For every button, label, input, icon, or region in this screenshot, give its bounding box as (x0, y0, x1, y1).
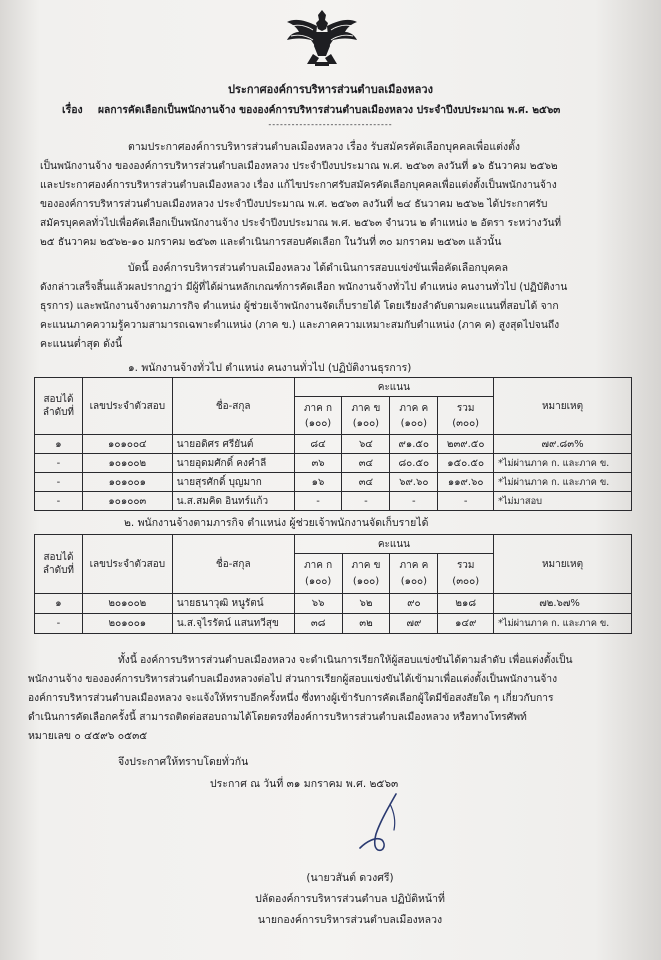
paragraph-line: ดังกล่าวเสร็จสิ้นแล้วผลปรากฏว่า มีผู้ที่ได้ผ่านหลักเกณฑ์การคัดเลือก พนักงานจ้างทั่วไป ตำแหน่ง คนงานทั่วไป (ปฏิบัติงาน (40, 282, 568, 293)
name-cell: นายอดิศร ศรียันต์ (172, 435, 294, 454)
remark-cell: ๗๒.๖๗% (494, 594, 632, 614)
exam-id-cell: ๑๐๑๐๐๒ (82, 454, 172, 473)
score-col-header: ภาค ข (351, 559, 381, 571)
score-table-mission (34, 534, 632, 634)
signer-position: นายกองค์การบริหารส่วนตำบลเมืองหลวง (257, 914, 443, 926)
table-row (35, 435, 632, 454)
exam-id-cell: ๑๐๑๐๐๑ (82, 473, 172, 492)
signature-mark (330, 790, 410, 860)
name-cell: นายธนาวุฒิ หนูรัตน์ (172, 594, 294, 614)
rank-cell: ๑ (35, 594, 83, 614)
remark-header: หมายเหตุ (494, 378, 632, 435)
paragraph-line: ดำเนินการคัดเลือกครั้งนี้ สามารถติดต่อสอบถามได้โดยตรงที่องค์การบริหารส่วนตำบลเมืองหลวง หรือทางโทรศัพท์ (28, 711, 527, 723)
name-cell: น.ส.จุไรรัตน์ แสนทวีสุข (172, 614, 294, 634)
name-cell: นายสุรศักดิ์ บุญมาก (172, 473, 294, 492)
remark-cell: *ไม่ผ่านภาค ก. และภาค ข. (494, 614, 632, 634)
table-row (35, 492, 632, 511)
name-cell: น.ส.สมคิด อินทร์แก้ว (172, 492, 294, 511)
table-header-row (35, 535, 632, 554)
table-header-row (35, 378, 632, 397)
rank-cell: - (35, 454, 83, 473)
score-col-header: ภาค ค (399, 402, 429, 414)
score-col-header: รวม (456, 559, 475, 571)
rank-cell: - (35, 473, 83, 492)
paragraph-line: คะแนนภาคความรู้ความสามารถเฉพาะตำแหน่ง (ภาค ข.) และภาคความเหมาะสมกับตำแหน่ง (ภาค ค) สูงสุดไปจนถึง (40, 319, 560, 331)
score-table-general (34, 377, 632, 511)
score-col-max: (๑๐๐) (304, 417, 332, 429)
score-a-cell: ๘๔ (294, 435, 342, 454)
paragraph-line: ขององค์การบริหารส่วนตำบลเมืองหลวง ประจำปีงบประมาณ พ.ศ. ๒๕๖๓ ลงวันที่ ๒๔ ธันวาคม ๒๕๖๒ ได้ประกาศรับ (40, 198, 548, 210)
score-c-cell: ๘๐.๕๐ (390, 454, 438, 473)
score-col-max: (๑๐๐) (352, 575, 380, 587)
paragraph-line: ทั้งนี้ องค์การบริหารส่วนตำบลเมืองหลวง จะดำเนินการเรียกให้ผู้สอบแข่งขันได้ตามลำดับ เพื่อแต่งตั้งเป็น (118, 654, 573, 666)
remark-cell: *ไม่ผ่านภาค ก. และภาค ข. (494, 454, 632, 473)
remark-header: หมายเหตุ (494, 535, 632, 594)
paragraph-line: และประกาศองค์การบริหารส่วนตำบลเมืองหลวง เรื่อง แก้ไขประกาศรับสมัครคัดเลือกบุคคลเพื่อแต่งตั้งเป็นพนักงานจ้าง (40, 179, 557, 191)
rank-header: ลำดับที่ (42, 407, 75, 418)
score-c-cell: ๙๑.๕๐ (390, 435, 438, 454)
document-title: ประกาศองค์การบริหารส่วนตำบลเมืองหลวง (228, 83, 433, 96)
score-c-cell: ๖๙.๖๐ (390, 473, 438, 492)
exam-id-cell: ๒๐๑๐๐๒ (82, 594, 172, 614)
score-col-max: (๑๐๐) (352, 417, 380, 429)
date-line: ประกาศ ณ วันที่ ๓๑ มกราคม พ.ศ. ๒๕๖๓ (210, 778, 399, 790)
remark-cell: *ไม่มาสอบ (494, 492, 632, 511)
score-total-cell: - (438, 492, 494, 511)
score-b-cell: ๖๔ (342, 435, 390, 454)
score-total-cell: ๑๔๙ (438, 614, 494, 634)
divider-line: -------------------------------- (268, 120, 393, 129)
exam-id-header: เลขประจำตัวสอบ (82, 535, 172, 594)
score-col-header: ภาค ก (303, 402, 333, 414)
score-col-max: (๑๐๐) (400, 417, 427, 429)
paragraph-line: ๒๕ ธันวาคม ๒๕๖๒-๑๐ มกราคม ๒๕๖๓ และดำเนินการสอบคัดเลือก ในวันที่ ๓๐ มกราคม ๒๕๖๓ แล้วนั้น (40, 236, 502, 248)
score-a-cell: - (294, 492, 342, 511)
score-col-header: ภาค ข (351, 402, 381, 414)
score-c-cell: - (390, 492, 438, 511)
name-header: ชื่อ-สกุล (172, 535, 294, 594)
score-col-header: รวม (456, 402, 475, 414)
name-header: ชื่อ-สกุล (172, 378, 294, 435)
name-cell: นายอุดมศักดิ์ คงคำลี (172, 454, 294, 473)
table-row (35, 473, 632, 492)
paragraph-line: สมัครบุคคลทั่วไปเพื่อคัดเลือกเป็นพนักงานจ้าง ประจำปีงบประมาณ พ.ศ. ๒๕๖๓ จำนวน ๒ ตำแหน่ง ๒ อัตรา ระหว่างวันที่ (40, 218, 562, 229)
table1-title: ๑. พนักงานจ้างทั่วไป ตำแหน่ง คนงานทั่วไป (ปฏิบัติงานธุรการ) (128, 362, 412, 374)
paragraph-line: คะแนนต่ำสุด ดังนี้ (40, 338, 123, 350)
paragraph-line: เป็นพนักงานจ้าง ขององค์การบริหารส่วนตำบลเมืองหลวง ประจำปีงบประมาณ พ.ศ. ๒๕๖๓ ลงวันที่ ๑๖ ธันวาคม ๒๕๖๒ (40, 160, 558, 172)
score-total-cell: ๒๓๙.๕๐ (438, 435, 494, 454)
paragraph-line: ธุรการ) และพนักงานจ้างตามภารกิจ ตำแหน่ง ผู้ช่วยเจ้าพนักงานจัดเก็บรายได้ โดยเรียงลำดับตามคะแนนที่สอบได้ จาก (40, 300, 559, 312)
score-a-cell: ๓๖ (294, 454, 342, 473)
rank-cell: - (35, 492, 83, 511)
exam-id-cell: ๑๐๑๐๐๔ (82, 435, 172, 454)
score-total-cell: ๑๕๐.๕๐ (438, 454, 494, 473)
table-row (35, 594, 632, 614)
paragraph-line: องค์การบริหารส่วนตำบลเมืองหลวง จะแจ้งให้ทราบอีกครั้งหนึ่ง ซึ่งทางผู้เข้ารับการคัดเลือกผู้ใดมีข้อสงสัยใด ๆ เกี่ยวกับการ (28, 693, 554, 704)
score-b-cell: ๖๒ (342, 594, 390, 614)
score-b-cell: - (342, 492, 390, 511)
exam-id-cell: ๒๐๑๐๐๑ (82, 614, 172, 634)
score-c-cell: ๗๙ (390, 614, 438, 634)
score-col-header: ภาค ค (399, 559, 429, 571)
score-b-cell: ๓๒ (342, 614, 390, 634)
paragraph-line: พนักงานจ้าง ขององค์การบริหารส่วนตำบลเมืองหลวงต่อไป ส่วนการเรียกผู้สอบแข่งขันได้เข้ามาเพื่อแต่งตั้งเป็นพนักงานจ้าง (28, 674, 558, 685)
score-col-max: (๑๐๐) (400, 575, 428, 587)
exam-id-cell: ๑๐๑๐๐๓ (82, 492, 172, 511)
rank-cell: ๑ (35, 435, 83, 454)
score-total-cell: ๑๑๙.๖๐ (438, 473, 494, 492)
subject-label: เรื่อง (62, 104, 83, 116)
score-a-cell: ๓๘ (294, 614, 342, 634)
paragraph-line: ตามประกาศองค์การบริหารส่วนตำบลเมืองหลวง เรื่อง รับสมัครคัดเลือกบุคคลเพื่อแต่งตั้ง (128, 141, 521, 153)
remark-cell: *ไม่ผ่านภาค ก. และภาค ข. (494, 473, 632, 492)
table-row (35, 614, 632, 634)
remark-cell: ๗๙.๘๓% (494, 435, 632, 454)
rank-header: ลำดับที่ (42, 565, 75, 576)
score-col-max: (๑๐๐) (304, 575, 332, 587)
score-col-header: ภาค ก (304, 559, 333, 571)
rank-header: สอบได้ (43, 394, 74, 405)
score-group-header: คะแนน (294, 535, 493, 554)
signer-position: ปลัดองค์การบริหารส่วนตำบล ปฏิบัติหน้าที่ (255, 893, 445, 905)
signer-name: (นายวสันต์ ดวงศรี) (306, 872, 394, 884)
table2-title: ๒. พนักงานจ้างตามภารกิจ ตำแหน่ง ผู้ช่วยเจ้าพนักงานจัดเก็บรายได้ (124, 517, 429, 529)
paragraph-line: หมายเลข ๐ ๔๕๙๖ ๐๕๓๕ (28, 730, 148, 742)
announce-line: จึงประกาศให้ทราบโดยทั่วกัน (118, 756, 249, 768)
paragraph-line: บัดนี้ องค์การบริหารส่วนตำบลเมืองหลวง ได้ดำเนินการสอบแข่งขันเพื่อคัดเลือกบุคคล (128, 262, 509, 274)
table-row (35, 454, 632, 473)
score-group-header: คะแนน (294, 378, 494, 397)
score-col-max: (๓๐๐) (452, 417, 480, 429)
score-a-cell: ๑๖ (294, 473, 342, 492)
score-c-cell: ๙๐ (390, 594, 438, 614)
score-b-cell: ๓๔ (342, 473, 390, 492)
garuda-emblem-icon (283, 6, 361, 68)
exam-id-header: เลขประจำตัวสอบ (82, 378, 172, 435)
rank-cell: - (35, 614, 83, 634)
score-b-cell: ๓๔ (342, 454, 390, 473)
score-total-cell: ๒๑๘ (438, 594, 494, 614)
score-a-cell: ๖๖ (294, 594, 342, 614)
score-col-max: (๓๐๐) (452, 575, 480, 587)
subject-text: ผลการคัดเลือกเป็นพนักงานจ้าง ขององค์การบริหารส่วนตำบลเมืองหลวง ประจำปีงบประมาณ พ.ศ. ๒๕๖๓ (98, 104, 561, 116)
rank-header: สอบได้ (43, 552, 74, 563)
